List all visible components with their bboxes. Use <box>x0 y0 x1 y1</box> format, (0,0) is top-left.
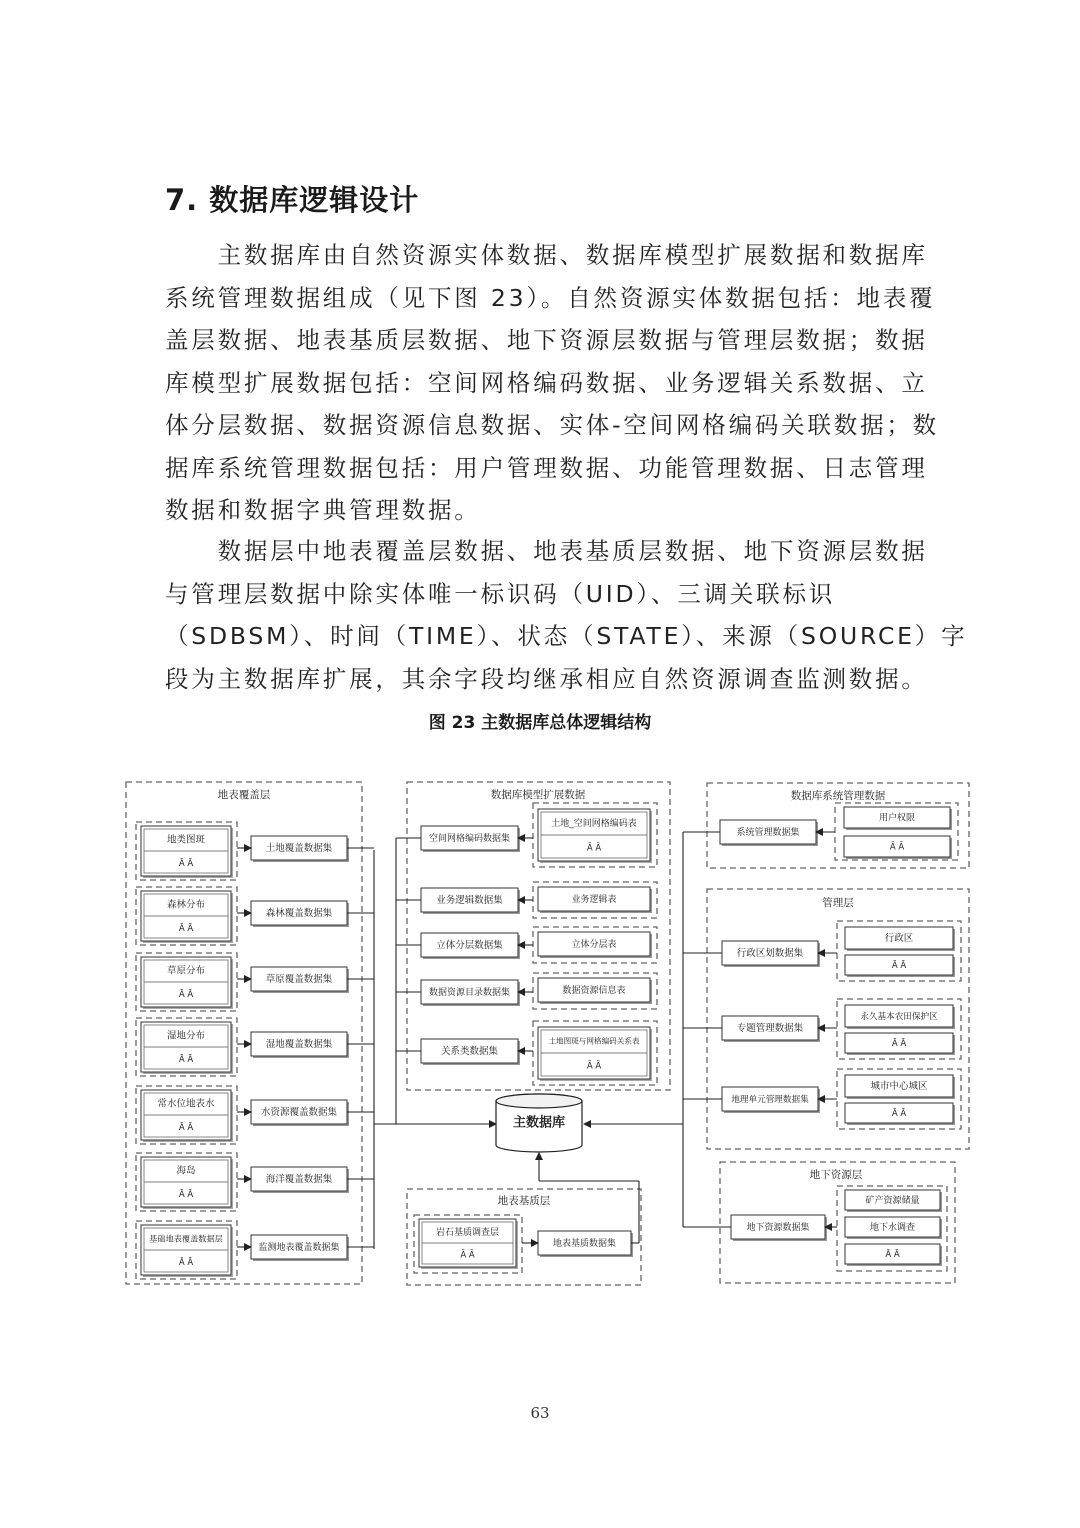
source-table-label: 基础地表覆盖数据层 <box>149 1233 223 1244</box>
surface-dataset-label: 监测地表覆盖数据集 <box>258 1243 340 1253</box>
text-line: 体分层数据、数据资源信息数据、实体-空间网格编码关联数据；数 <box>165 411 939 439</box>
text-line: （SDBSM）、时间（TIME）、状态（STATE）、来源（SOURCE）字 <box>165 622 968 650</box>
text-line: 库模型扩展数据包括：空间网格编码数据、业务逻辑关系数据、立 <box>165 368 928 397</box>
text-line: 与管理层数据中除实体唯一标识码（UID）、三调关联标识 <box>165 579 836 608</box>
model-dataset-label: 业务逻辑数据集 <box>436 895 503 906</box>
mgmt-dataset-label: 地理单元管理数据集 <box>731 1095 809 1105</box>
source-table-label: 常水位地表水 <box>157 1098 215 1110</box>
placeholder-text: Ā Ā <box>178 1190 194 1200</box>
mgmt-dataset-label: 专题管理数据集 <box>736 1023 804 1034</box>
source-table-label: 地类图斑 <box>166 834 206 846</box>
figure-caption: 图 23 主数据库总体逻辑结构 <box>428 713 652 733</box>
page-number: 63 <box>530 1404 550 1422</box>
underground-title: 地下资源层 <box>809 1169 863 1181</box>
underground-table-label: 地下水调查 <box>869 1223 916 1233</box>
model-table-label: 土地图斑与网格编码关系表 <box>548 1036 640 1046</box>
placeholder-text: Ā Ā <box>178 990 194 1000</box>
mgmt-table-label: 行政区 <box>884 933 914 944</box>
mgmt-layer-title: 管理层 <box>822 897 854 909</box>
sys-mgmt-dataset-label: 系统管理数据集 <box>736 828 800 838</box>
model-dataset-label: 立体分层数据集 <box>436 940 503 951</box>
mgmt-table-label: 永久基本农田保护区 <box>860 1012 938 1022</box>
database-label: 主数据库 <box>512 1115 566 1131</box>
mgmt-placeholder-label: Ā Ā <box>891 961 907 971</box>
sys-mgmt-placeholder-label: Ā Ā <box>889 842 905 853</box>
source-table-label: 湿地分布 <box>166 1030 206 1042</box>
model-dataset-label: 关系类数据集 <box>440 1046 499 1057</box>
text-line: 据库系统管理数据包括：用户管理数据、功能管理数据、日志管理 <box>165 453 928 482</box>
text-line: 系统管理数据组成（见下图 23）。自然资源实体数据包括：地表覆 <box>165 283 936 312</box>
underground-table-label: 矿产资源储量 <box>865 1196 920 1206</box>
placeholder-text: Ā Ā <box>178 924 194 934</box>
source-table-label: 海岛 <box>176 1165 196 1177</box>
text-line: 段为主数据库扩展，其余字段均继承相应自然资源调查监测数据。 <box>165 664 928 693</box>
placeholder-text: Ā Ā <box>460 1250 475 1261</box>
underground-dataset-label: 地下资源数据集 <box>746 1223 810 1233</box>
substrate-title: 地表基质层 <box>497 1195 551 1207</box>
database-cylinder-top <box>496 1094 582 1108</box>
sys-mgmt-table-label: 用户权限 <box>878 813 916 824</box>
surface-dataset-label: 土地覆盖数据集 <box>265 843 333 854</box>
placeholder-text: Ā Ā <box>178 1258 194 1268</box>
mgmt-placeholder-label: Ā Ā <box>891 1039 907 1049</box>
sys-mgmt-title: 数据库系统管理数据 <box>790 790 886 802</box>
mgmt-placeholder-label: Ā Ā <box>891 1109 907 1119</box>
model-table-label: 土地_空间网格编码表 <box>551 819 637 829</box>
text-line: 数据层中地表覆盖层数据、地表基质层数据、地下资源层数据 <box>165 537 928 565</box>
placeholder-text: Ā Ā <box>178 1123 194 1133</box>
source-table-label: 草原分布 <box>166 965 206 977</box>
mgmt-table-label: 城市中心城区 <box>870 1081 928 1092</box>
placeholder-text: Ā Ā <box>586 1061 602 1072</box>
text-line: 盖层数据、地表基质层数据、地下资源层数据与管理层数据；数据 <box>165 326 928 354</box>
placeholder-text: Ā Ā <box>178 1055 194 1065</box>
surface-dataset-label: 海洋覆盖数据集 <box>265 1174 333 1185</box>
surface-dataset-label: 森林覆盖数据集 <box>265 908 333 919</box>
section-heading: 7. 数据库逻辑设计 <box>165 183 420 217</box>
model-dataset-label: 空间网格编码数据集 <box>428 834 511 844</box>
surface-dataset-label: 湿地覆盖数据集 <box>265 1039 333 1050</box>
model-ext-title: 数据库模型扩展数据 <box>490 789 586 801</box>
surface-dataset-label: 草原覆盖数据集 <box>265 974 333 985</box>
model-table-label: 业务逻辑表 <box>571 895 617 905</box>
substrate-dataset-label: 地表基质数据集 <box>552 1239 617 1249</box>
substrate-source-label: 岩石基质调查层 <box>435 1228 500 1238</box>
placeholder-text: Ā Ā <box>586 843 602 854</box>
model-dataset-label: 数据资源目录数据集 <box>428 988 511 998</box>
text-line: 主数据库由自然资源实体数据、数据库模型扩展数据和数据库 <box>165 241 928 269</box>
model-table-label: 数据资源信息表 <box>562 986 626 996</box>
underground-placeholder-label: Ā Ā <box>885 1250 900 1260</box>
model-table-label: 立体分层表 <box>571 940 617 950</box>
text-line: 数据和数据字典管理数据。 <box>165 496 481 524</box>
placeholder-text: Ā Ā <box>178 859 194 869</box>
source-table-label: 森林分布 <box>166 899 206 911</box>
mgmt-dataset-label: 行政区划数据集 <box>736 948 804 959</box>
surface-dataset-label: 水资源覆盖数据集 <box>260 1107 338 1118</box>
surface-cover-title: 地表覆盖层 <box>217 789 271 801</box>
